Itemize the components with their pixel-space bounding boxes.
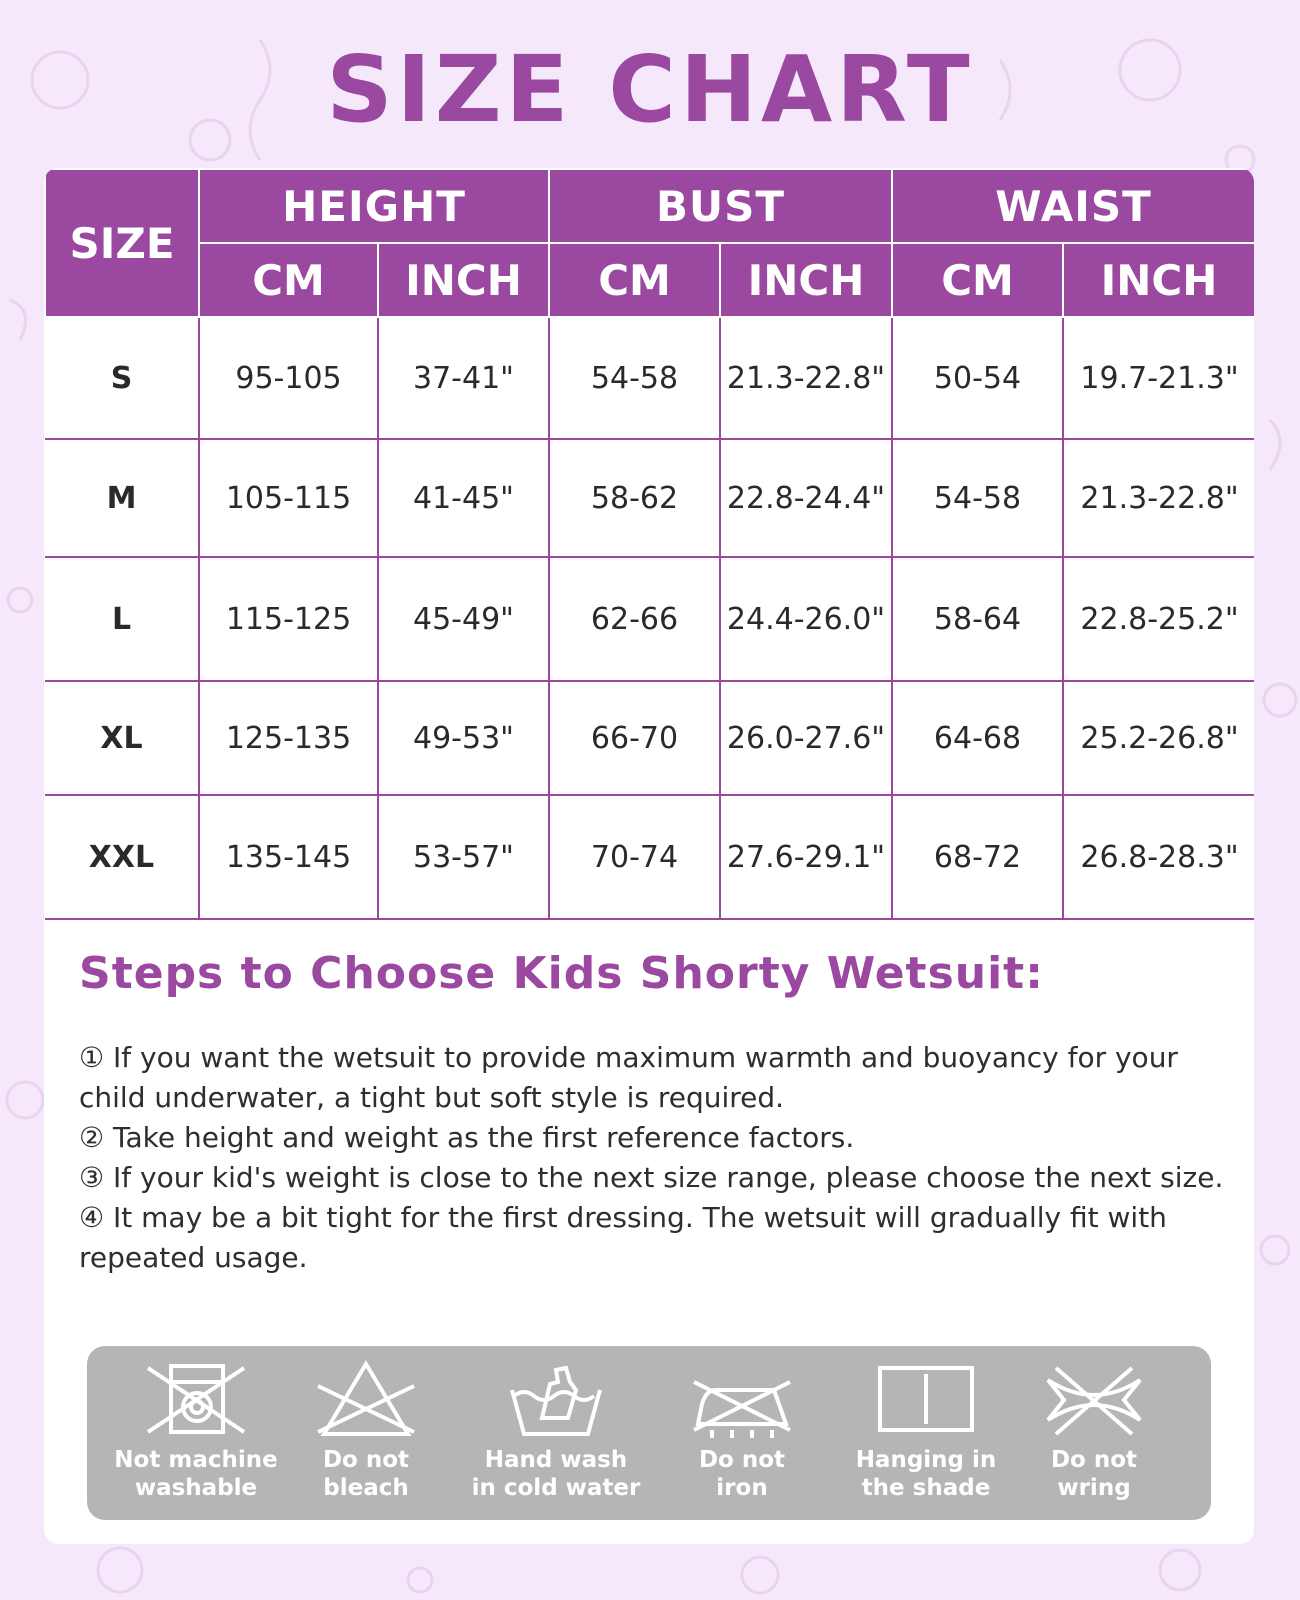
unit-header: CM	[892, 243, 1063, 317]
table-cell: 54-58	[549, 317, 720, 439]
step-item: ① If you want the wetsuit to provide maximum warmth and buoyancy for your child underwater, a tight but soft style is required.	[79, 1041, 1178, 1114]
unit-header: INCH	[378, 243, 549, 317]
table-cell: 66-70	[549, 681, 720, 795]
table-cell: 25.2-26.8"	[1063, 681, 1254, 795]
table-cell: 64-68	[892, 681, 1063, 795]
table-cell: 27.6-29.1"	[720, 795, 892, 919]
step-item: ④ It may be a bit tight for the first dressing. The wetsuit will gradually fit with repeated usage.	[79, 1201, 1167, 1274]
care-label: Hand wash in cold water	[471, 1447, 641, 1501]
table-cell: 54-58	[892, 439, 1063, 557]
table-cell: 19.7-21.3"	[1063, 317, 1254, 439]
waist-header: WAIST	[892, 169, 1254, 243]
step-item: ② Take height and weight as the first reference factors.	[79, 1121, 855, 1154]
table-cell: 50-54	[892, 317, 1063, 439]
size-table	[44, 168, 1254, 920]
table-cell: 70-74	[549, 795, 720, 919]
care-item	[1009, 1346, 1179, 1520]
page-title: SIZE CHART	[326, 36, 974, 143]
care-label: Not machine washable	[114, 1447, 278, 1501]
size-cell: XL	[45, 681, 199, 795]
unit-header: INCH	[720, 243, 892, 317]
bust-header: BUST	[549, 169, 892, 243]
table-cell: 68-72	[892, 795, 1063, 919]
table-cell: 21.3-22.8"	[1063, 439, 1254, 557]
no-wring-icon	[1044, 1360, 1144, 1440]
unit-header: CM	[199, 243, 378, 317]
table-cell: 49-53"	[378, 681, 549, 795]
table-cell: 125-135	[199, 681, 378, 795]
table-cell: 45-49"	[378, 557, 549, 681]
care-item	[111, 1346, 281, 1520]
unit-header: CM	[549, 243, 720, 317]
no-machine-wash-icon	[146, 1360, 246, 1440]
care-label: Do not wring	[1050, 1447, 1138, 1501]
table-cell: 95-105	[199, 317, 378, 439]
steps-list	[79, 1038, 1229, 1278]
no-iron-icon	[692, 1360, 792, 1440]
step-item: ③ If your kid's weight is close to the next size range, please choose the next size.	[79, 1161, 1224, 1194]
table-cell: 53-57"	[378, 795, 549, 919]
hand-wash-icon	[506, 1360, 606, 1440]
table-cell: 21.3-22.8"	[720, 317, 892, 439]
care-label: Hanging in the shade	[855, 1447, 997, 1501]
size-column-header: SIZE	[45, 169, 199, 317]
steps-heading: Steps to Choose Kids Shorty Wetsuit:	[79, 948, 1044, 999]
table-cell: 22.8-24.4"	[720, 439, 892, 557]
table-cell: 58-62	[549, 439, 720, 557]
care-item	[841, 1346, 1011, 1520]
size-cell: S	[45, 317, 199, 439]
table-cell: 26.0-27.6"	[720, 681, 892, 795]
care-label: Do not iron	[698, 1447, 786, 1501]
table-cell: 24.4-26.0"	[720, 557, 892, 681]
care-label: Do not bleach	[322, 1447, 410, 1501]
no-bleach-icon	[316, 1360, 416, 1440]
care-item	[657, 1346, 827, 1520]
table-cell: 135-145	[199, 795, 378, 919]
table-row	[45, 557, 1254, 681]
table-cell: 115-125	[199, 557, 378, 681]
table-cell: 37-41"	[378, 317, 549, 439]
table-cell: 62-66	[549, 557, 720, 681]
care-instructions-bar	[87, 1346, 1211, 1520]
table-cell: 58-64	[892, 557, 1063, 681]
table-row	[45, 317, 1254, 439]
table-row	[45, 681, 1254, 795]
size-cell: XXL	[45, 795, 199, 919]
hang-dry-shade-icon	[876, 1360, 976, 1440]
table-cell: 41-45"	[378, 439, 549, 557]
care-item	[281, 1346, 451, 1520]
height-header: HEIGHT	[199, 169, 549, 243]
care-item	[471, 1346, 641, 1520]
table-cell: 22.8-25.2"	[1063, 557, 1254, 681]
table-row	[45, 795, 1254, 919]
table-cell: 26.8-28.3"	[1063, 795, 1254, 919]
unit-header: INCH	[1063, 243, 1254, 317]
size-cell: L	[45, 557, 199, 681]
size-cell: M	[45, 439, 199, 557]
table-cell: 105-115	[199, 439, 378, 557]
size-chart-card	[44, 168, 1254, 1544]
table-row	[45, 439, 1254, 557]
